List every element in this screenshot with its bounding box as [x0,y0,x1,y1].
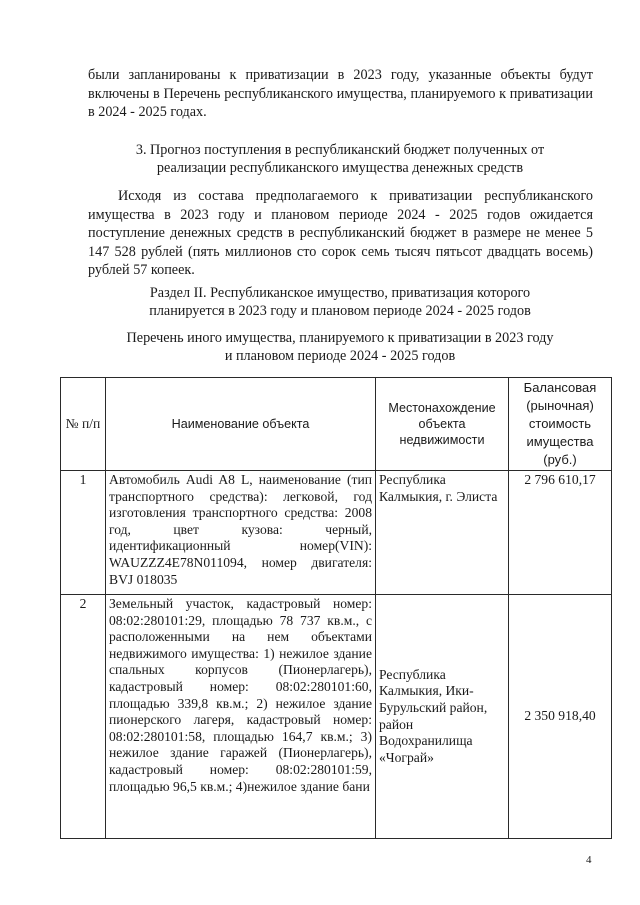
row1-num: 1 [61,471,106,595]
row1-cost: 2 796 610,17 [509,471,612,595]
section3-heading-line2: реализации республиканского имущества денежных средств [156,160,524,176]
table-row [61,595,612,839]
row2-cost: 2 350 918,40 [509,595,612,839]
row1-name: Автомобиль Audi A8 L, наименование (тип транспортного средства): легковой, год изготовления транспортного средства: 2008 год, цвет кузова: черный, идентификационный номер(VIN): WAUZZZ4E78N011094, номер двигателя: BVJ 018035 [106,471,376,595]
row2-num: 2 [61,595,106,839]
section3-heading-line1: 3. Прогноз поступления в республиканский бюджет полученных от [135,142,545,158]
header-num: № п/п [61,378,106,471]
page-number: 4 [586,854,592,866]
header-location: Местонахождение объекта недвижимости [376,378,509,471]
section2-heading-line2: планируется в 2023 году и плановом периоде 2024 - 2025 годов [149,303,531,319]
property-table [60,377,612,839]
list-title-line1: Перечень иного имущества, планируемого к приватизации в 2023 году [126,330,554,346]
row1-location: Республика Калмыкия, г. Элиста [376,471,509,595]
table-header-row [61,378,612,471]
row2-location: Республика Калмыкия, Ики-Бурульский район, район Водохранилища «Чограй» [376,595,509,839]
intro-paragraph: были запланированы к приватизации в 2023 году, указанные объекты будут включены в Перечень республиканского имущества, планируемого к приватизации в 2024 - 2025 годах. [88,67,593,120]
section2-heading-line1: Раздел II. Республиканское имущество, приватизация которого [149,285,531,301]
table-row [61,471,612,595]
header-name: Наименование объекта [106,378,376,471]
header-cost: Балансовая (рыночная) стоимость имущества (руб.) [509,378,612,471]
section3-paragraph: Исходя из состава предполагаемого к приватизации республиканского имущества в 2023 году и плановом периоде 2024 - 2025 годов ожидается поступление денежных средств в республиканский бюджет в размере не менее 5 147 528 рублей (пять миллионов сто сорок семь тысяч пятьсот двадцать восемь) рублей 57 копеек. [88,188,593,278]
row2-name: Земельный участок, кадастровый номер: 08:02:280101:29, площадью 78 737 кв.м., с расположенными на нем объектами недвижимого имущества: 1) нежилое здание спальных корпусов (Пионерлагерь), кадастровый номер: 08:02:280101:60, площадью 339,8 кв.м.; 2) нежилое здание пионерского лагеря, кадастровый номер: 08:02:280101:58, площадью 164,7 кв.м.; 3) нежилое здание гаражей (Пионерлагерь), кадастровый номер: 08:02:280101:59, площадью 96,5 кв.м.; 4)нежилое здание бани [106,595,376,839]
list-title-line2: и плановом периоде 2024 - 2025 годов [224,348,456,364]
